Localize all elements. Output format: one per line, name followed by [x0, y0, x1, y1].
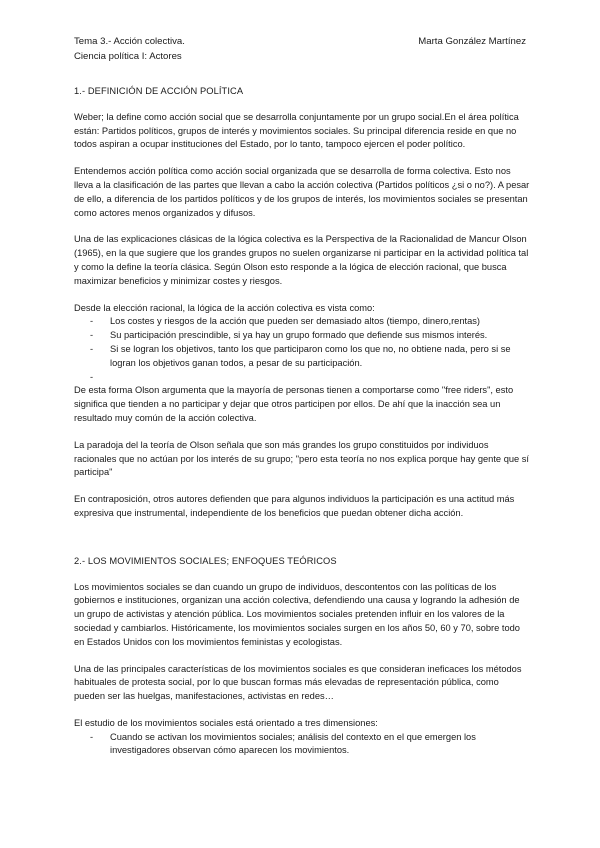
list-item: - Si se logran los objetivos, tanto los que participaron como los que no, no obtiene nada, pero si se logran los objetivos ganan todos, a pesar de su participación.: [74, 343, 530, 371]
section-1-heading: 1.- DEFINICIÓN DE ACCIÓN POLÍTICA: [74, 86, 244, 96]
page-header: [74, 34, 530, 49]
paragraph: El estudio de los movimientos sociales está orientado a tres dimensiones:: [74, 717, 378, 728]
bullet-list: [74, 731, 530, 759]
paragraph: Una de las explicaciones clásicas de la lógica colectiva es la Perspectiva de la Racionalidad de Mancur Olson (1965), en la que sugiere que los grandes grupos no suelen organizarse ni participar en la actividad política tal y como la define la teoría clásica. Según Olson esto responde a la lógica de elección racional, que busca maximizar beneficios y minimizar costes y riesgos.: [74, 234, 529, 286]
paragraph: En contraposición, otros autores defienden que para algunos individuos la participación es una actitud más expresiva que instrumental, independiente de los beneficios que puedan obtener dicha acción.: [74, 494, 515, 518]
document-title: Tema 3.- Acción colectiva.: [74, 36, 185, 47]
bullet-list: [74, 315, 530, 384]
paragraph: De esta forma Olson argumenta que la mayoría de personas tienen a comportarse como "free riders", esto significa que tienden a no participar y dejar que otros participen por ellos. De ahí que la inacción sea un resultado muy común de la acción colectiva.: [74, 385, 514, 423]
paragraph: Una de las principales características de los movimientos sociales es que consideran ineficaces los métodos habituales de protesta social, por lo que buscan formas más elevadas de representación pública, como pueden ser las huelgas, manifestaciones, activistas en redes…: [74, 663, 522, 702]
paragraph: La paradoja del la teoría de Olson señala que son más grandes los grupo constituidos por individuos racionales que no actúan por los interés de su grupo; "pero esta teoría no nos explica porque hay gente que sí participa": [74, 439, 530, 478]
list-item: [74, 371, 530, 385]
paragraph: Entendemos acción política como acción social organizada que se desarrolla de forma colectiva. Esto nos lleva a la clasificación de las partes que llevan a cabo la acción colectiva (Partidos políticos ¿si o no?). A pesar de ello, a diferencia de los partidos políticos y de los grupos de interés, los movimientos sociales se presentan como actores menos organizados y difusos.: [74, 166, 530, 218]
list-item: - Cuando se activan los movimientos sociales; análisis del contexto en el que emergen los investigadores observan cómo aparecen los movimientos.: [74, 731, 530, 759]
document-subtitle: Ciencia política I: Actores: [74, 51, 182, 62]
paragraph: Desde la elección racional, la lógica de la acción colectiva es vista como:: [74, 302, 375, 313]
section-2-heading: 2.- LOS MOVIMIENTOS SOCIALES; ENFOQUES TEÓRICOS: [74, 555, 337, 566]
paragraph: Weber; la define como acción social que se desarrolla conjuntamente por un grupo social.En el área política están: Partidos políticos, grupos de interés y movimientos sociales. Su principal diferencia reside en que no todos aspiran a ocupar instituciones del Estado, por lo tanto, tampoco ejercen el poder político.: [74, 111, 519, 150]
list-item: - Los costes y riesgos de la acción que pueden ser demasiado altos (tiempo, dinero,rentas): [74, 315, 530, 329]
author-name: Marta González Martínez: [418, 36, 526, 47]
list-item: - Su participación prescindible, si ya hay un grupo formado que defiende sus mismos interés.: [74, 329, 530, 343]
paragraph: Los movimientos sociales se dan cuando un grupo de individuos, descontentos con las políticas de los gobiernos e instituciones, organizan una acción colectiva, defendiendo una causa y logrando la adhesión de un grupo de activistas y atención pública. Los movimientos sociales pretenden influir en los valores de la sociedad y cambiarlos. Históricamente, los movimientos sociales surgen en los años 50, 60 y 70, sobre todo en Estados Unidos con los movimientos feministas y ecologistas.: [74, 581, 520, 647]
